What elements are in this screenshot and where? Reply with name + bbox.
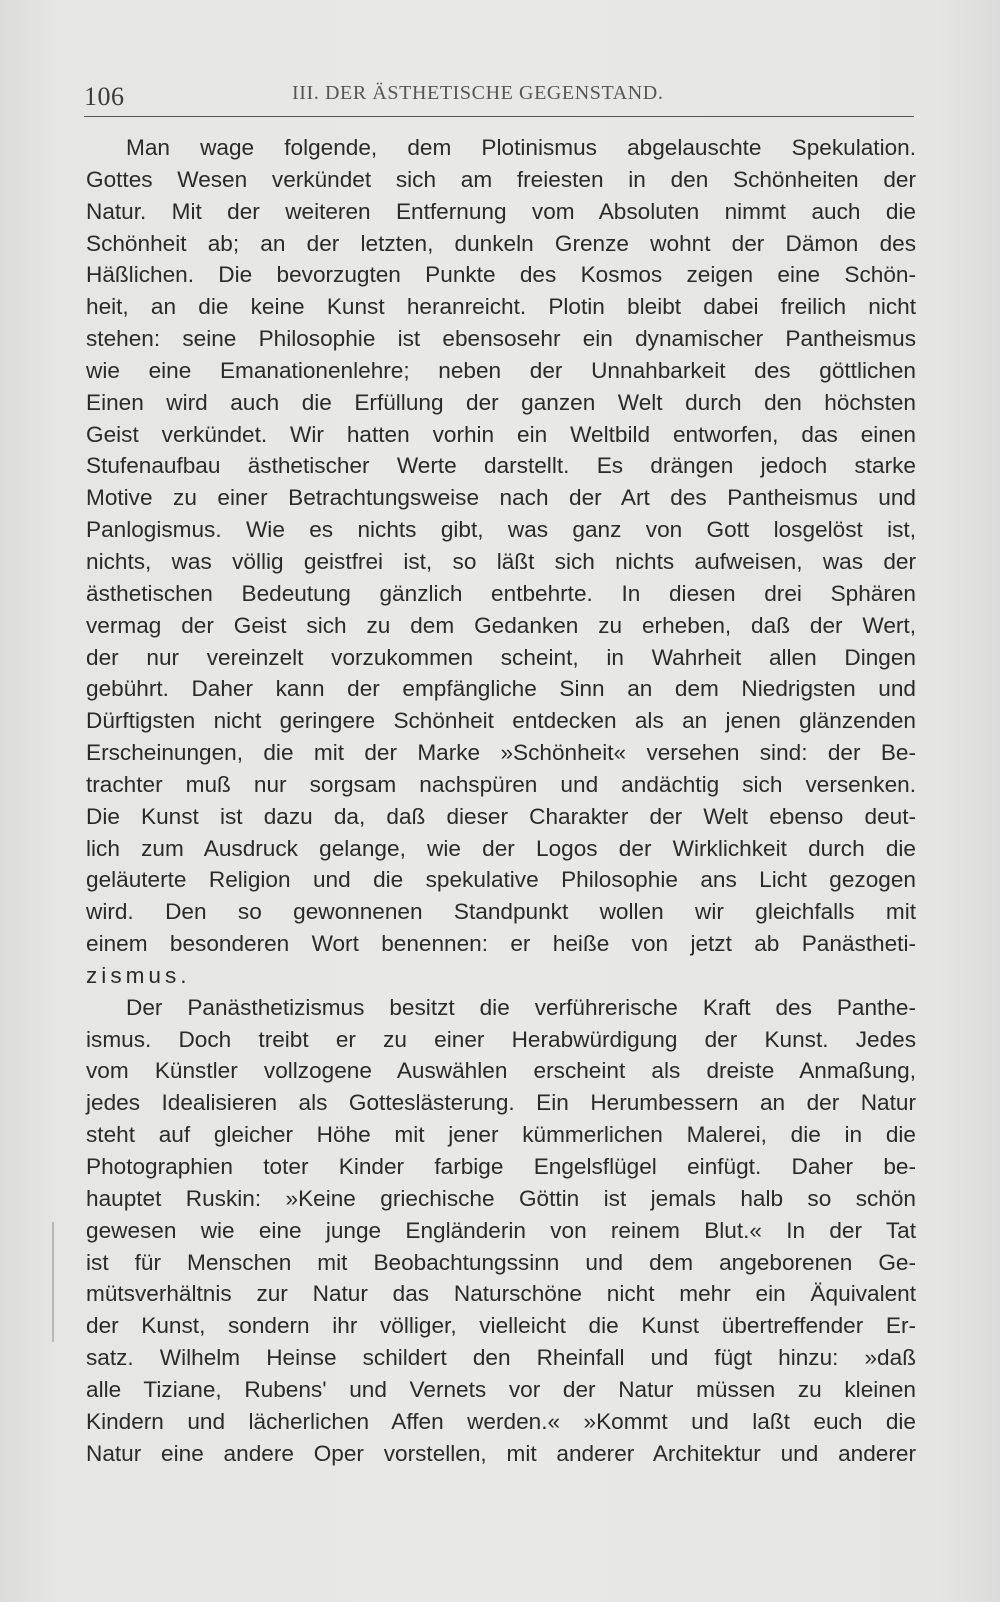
- text-line: Einen wird auch die Erfüllung der ganzen Welt durch den höchsten: [86, 389, 916, 415]
- text-line: Photographien toter Kinder farbige Engelsflügel einfügt. Daher be-: [86, 1154, 916, 1179]
- page-number: 106: [84, 82, 125, 111]
- text-line: hauptet Ruskin: »Keine griechische Göttin ist jemals halb so schön: [86, 1185, 916, 1211]
- text-line: lich zum Ausdruck gelange, wie der Logos der Wirklichkeit durch die: [86, 835, 916, 861]
- text-line: Panlogismus. Wie es nichts gibt, was ganz von Gott losgelöst ist,: [86, 517, 916, 543]
- text-line: Die Kunst ist dazu da, daß dieser Charakter der Welt ebenso deut-: [86, 803, 916, 829]
- text-line: Stufenaufbau ästhetischer Werte darstellt. Es drängen jedoch starke: [86, 453, 916, 479]
- text-line: geläuterte Religion und die spekulative Philosophie ans Licht gezogen: [86, 867, 916, 893]
- text-line: Häßlichen. Die bevorzugten Punkte des Kosmos zeigen eine Schön-: [86, 262, 916, 288]
- text-line: satz. Wilhelm Heinse schildert den Rheinfall und fügt hinzu: »daß: [86, 1345, 916, 1371]
- text-line: Geist verkündet. Wir hatten vorhin ein Weltbild entworfen, das einen: [86, 421, 916, 447]
- text-line: zismus.: [86, 962, 191, 988]
- text-line: Der Panästhetizismus besitzt die verführerische Kraft des Panthe-: [126, 994, 916, 1020]
- text-line: Man wage folgende, dem Plotinismus abgelauschte Spekulation.: [126, 135, 916, 160]
- text-line: alle Tiziane, Rubens' und Vernets vor der Natur müssen zu kleinen: [86, 1376, 916, 1402]
- text-line: nichts, was völlig geistfrei ist, so läßt sich nichts aufweisen, was der: [86, 548, 916, 574]
- text-line: Erscheinungen, die mit der Marke »Schönheit« versehen sind: der Be-: [86, 740, 916, 766]
- text-line: stehen: seine Philosophie ist ebensosehr ein dynamischer Pantheismus: [86, 326, 916, 352]
- text-line: Gottes Wesen verkündet sich am freiesten in den Schönheiten der: [86, 166, 916, 192]
- text-line: ismus. Doch treibt er zu einer Herabwürdigung der Kunst. Jedes: [86, 1026, 916, 1052]
- text-line: jedes Idealisieren als Gotteslästerung. Ein Herumbessern an der Natur: [86, 1090, 916, 1116]
- text-line: mütsverhältnis zur Natur das Naturschöne nicht mehr ein Äquivalent: [86, 1281, 916, 1307]
- margin-mark: [52, 1222, 54, 1342]
- body-text: [86, 132, 916, 1469]
- text-line: steht auf gleicher Höhe mit jener kümmerlichen Malerei, die in die: [86, 1122, 916, 1148]
- text-line: wie eine Emanationenlehre; neben der Unnahbarkeit des göttlichen: [86, 357, 916, 383]
- text-line: heit, an die keine Kunst heranreicht. Plotin bleibt dabei freilich nicht: [86, 294, 916, 320]
- text-line: vermag der Geist sich zu dem Gedanken zu erheben, daß der Wert,: [86, 612, 916, 638]
- text-line: Natur. Mit der weiteren Entfernung vom Absoluten nimmt auch die: [86, 198, 916, 224]
- text-line: der Kunst, sondern ihr völliger, vielleicht die Kunst übertreffender Er-: [86, 1313, 916, 1339]
- text-line: Kindern und lächerlichen Affen werden.« »Kommt und laßt euch die: [86, 1408, 916, 1434]
- text-line: trachter muß nur sorgsam nachspüren und andächtig sich versenken.: [86, 771, 916, 797]
- text-line: Dürftigsten nicht geringere Schönheit entdecken als an jenen glänzenden: [86, 708, 916, 734]
- text-line: der nur vereinzelt vorzukommen scheint, in Wahrheit allen Dingen: [86, 644, 916, 670]
- text-line: vom Künstler vollzogene Auswählen erscheint als dreiste Anmaßung,: [86, 1058, 916, 1084]
- text-line: wird. Den so gewonnenen Standpunkt wollen wir gleichfalls mit: [86, 899, 916, 925]
- text-line: ist für Menschen mit Beobachtungssinn und dem angeborenen Ge-: [86, 1249, 916, 1275]
- text-line: ästhetischen Bedeutung gänzlich entbehrte. In diesen drei Sphären: [86, 580, 916, 606]
- text-line: Motive zu einer Betrachtungsweise nach der Art des Pantheismus und: [86, 485, 916, 511]
- text-line: gewesen wie eine junge Engländerin von reinem Blut.« In der Tat: [86, 1217, 916, 1243]
- page-header: [84, 78, 914, 117]
- text-line: Schönheit ab; an der letzten, dunkeln Grenze wohnt der Dämon des: [86, 230, 916, 256]
- text-line: Natur eine andere Oper vorstellen, mit anderer Architektur und anderer: [86, 1440, 916, 1466]
- text-line: gebührt. Daher kann der empfängliche Sinn an dem Niedrigsten und: [86, 676, 916, 702]
- running-head: III. DER ÄSTHETISCHE GEGENSTAND.: [292, 82, 664, 104]
- text-line: einem besonderen Wort benennen: er heiße von jetzt ab Panästheti-: [86, 931, 916, 957]
